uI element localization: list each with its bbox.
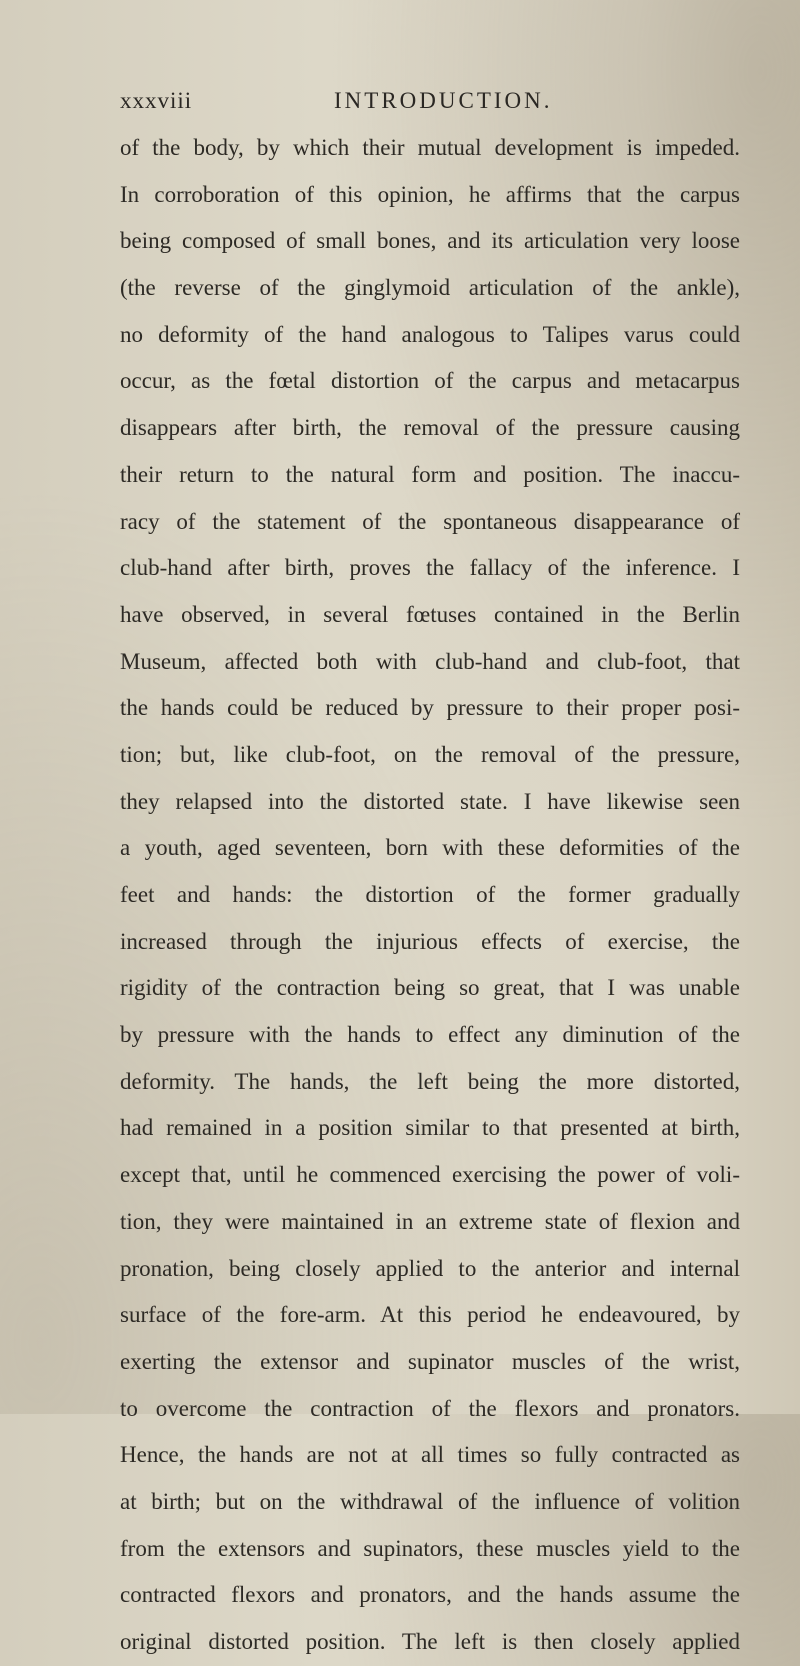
text-line: contracted flexors and pronators, and the hands assume the [120,1582,740,1608]
text-line: surface of the fore-arm. At this period he endeavoured, by [120,1302,740,1328]
text-line: racy of the statement of the spontaneous disappearance of [120,508,740,534]
text-line: disappears after birth, the removal of the pressure causing [120,415,740,441]
running-head [120,88,760,118]
text-line: no deformity of the hand analogous to Talipes varus could [120,321,740,347]
text-line: from the extensors and supinators, these muscles yield to the [120,1535,740,1561]
text-line: have observed, in several fœtuses contained in the Berlin [120,601,740,627]
text-line: except that, until he commenced exercising the power of voli- [120,1162,740,1188]
body-text [120,125,740,1666]
text-line: their return to the natural form and position. The inaccu- [120,461,740,487]
text-line: at birth; but on the withdrawal of the influence of volition [120,1488,740,1514]
text-line: the hands could be reduced by pressure to their proper posi- [120,695,740,721]
text-line: deformity. The hands, the left being the more distorted, [120,1068,740,1094]
text-line: tion; but, like club-foot, on the removal of the pressure, [120,741,740,767]
text-line: increased through the injurious effects of exercise, the [120,928,740,954]
text-line: rigidity of the contraction being so great, that I was unable [120,975,740,1001]
text-line: tion, they were maintained in an extreme state of flexion and [120,1208,740,1234]
text-line: (the reverse of the ginglymoid articulation of the ankle), [120,275,740,301]
text-line: club-hand after birth, proves the fallacy of the inference. I [120,555,740,581]
text-line: exerting the extensor and supinator muscles of the wrist, [120,1348,740,1374]
text-line: occur, as the fœtal distortion of the carpus and metacarpus [120,368,740,394]
text-line: by pressure with the hands to effect any diminution of the [120,1022,740,1048]
text-line: they relapsed into the distorted state. I have likewise seen [120,788,740,814]
text-line: Hence, the hands are not at all times so fully contracted as [120,1442,740,1468]
text-line: In corroboration of this opinion, he affirms that the carpus [120,181,740,207]
running-title: INTRODUCTION. [334,88,553,113]
text-line: to overcome the contraction of the flexors and pronators. [120,1395,740,1421]
text-line: pronation, being closely applied to the anterior and internal [120,1255,740,1281]
text-line: had remained in a position similar to that presented at birth, [120,1115,740,1141]
text-line: being composed of small bones, and its articulation very loose [120,228,740,254]
page-number: xxxviii [120,88,193,113]
text-line: Museum, affected both with club-hand and club-foot, that [120,648,740,674]
text-line: feet and hands: the distortion of the former gradually [120,882,740,907]
text-line: of the body, by which their mutual development is impeded. [120,135,740,160]
text-line: a youth, aged seventeen, born with these deformities of the [120,835,740,861]
text-line: original distorted position. The left is then closely applied [120,1629,740,1654]
